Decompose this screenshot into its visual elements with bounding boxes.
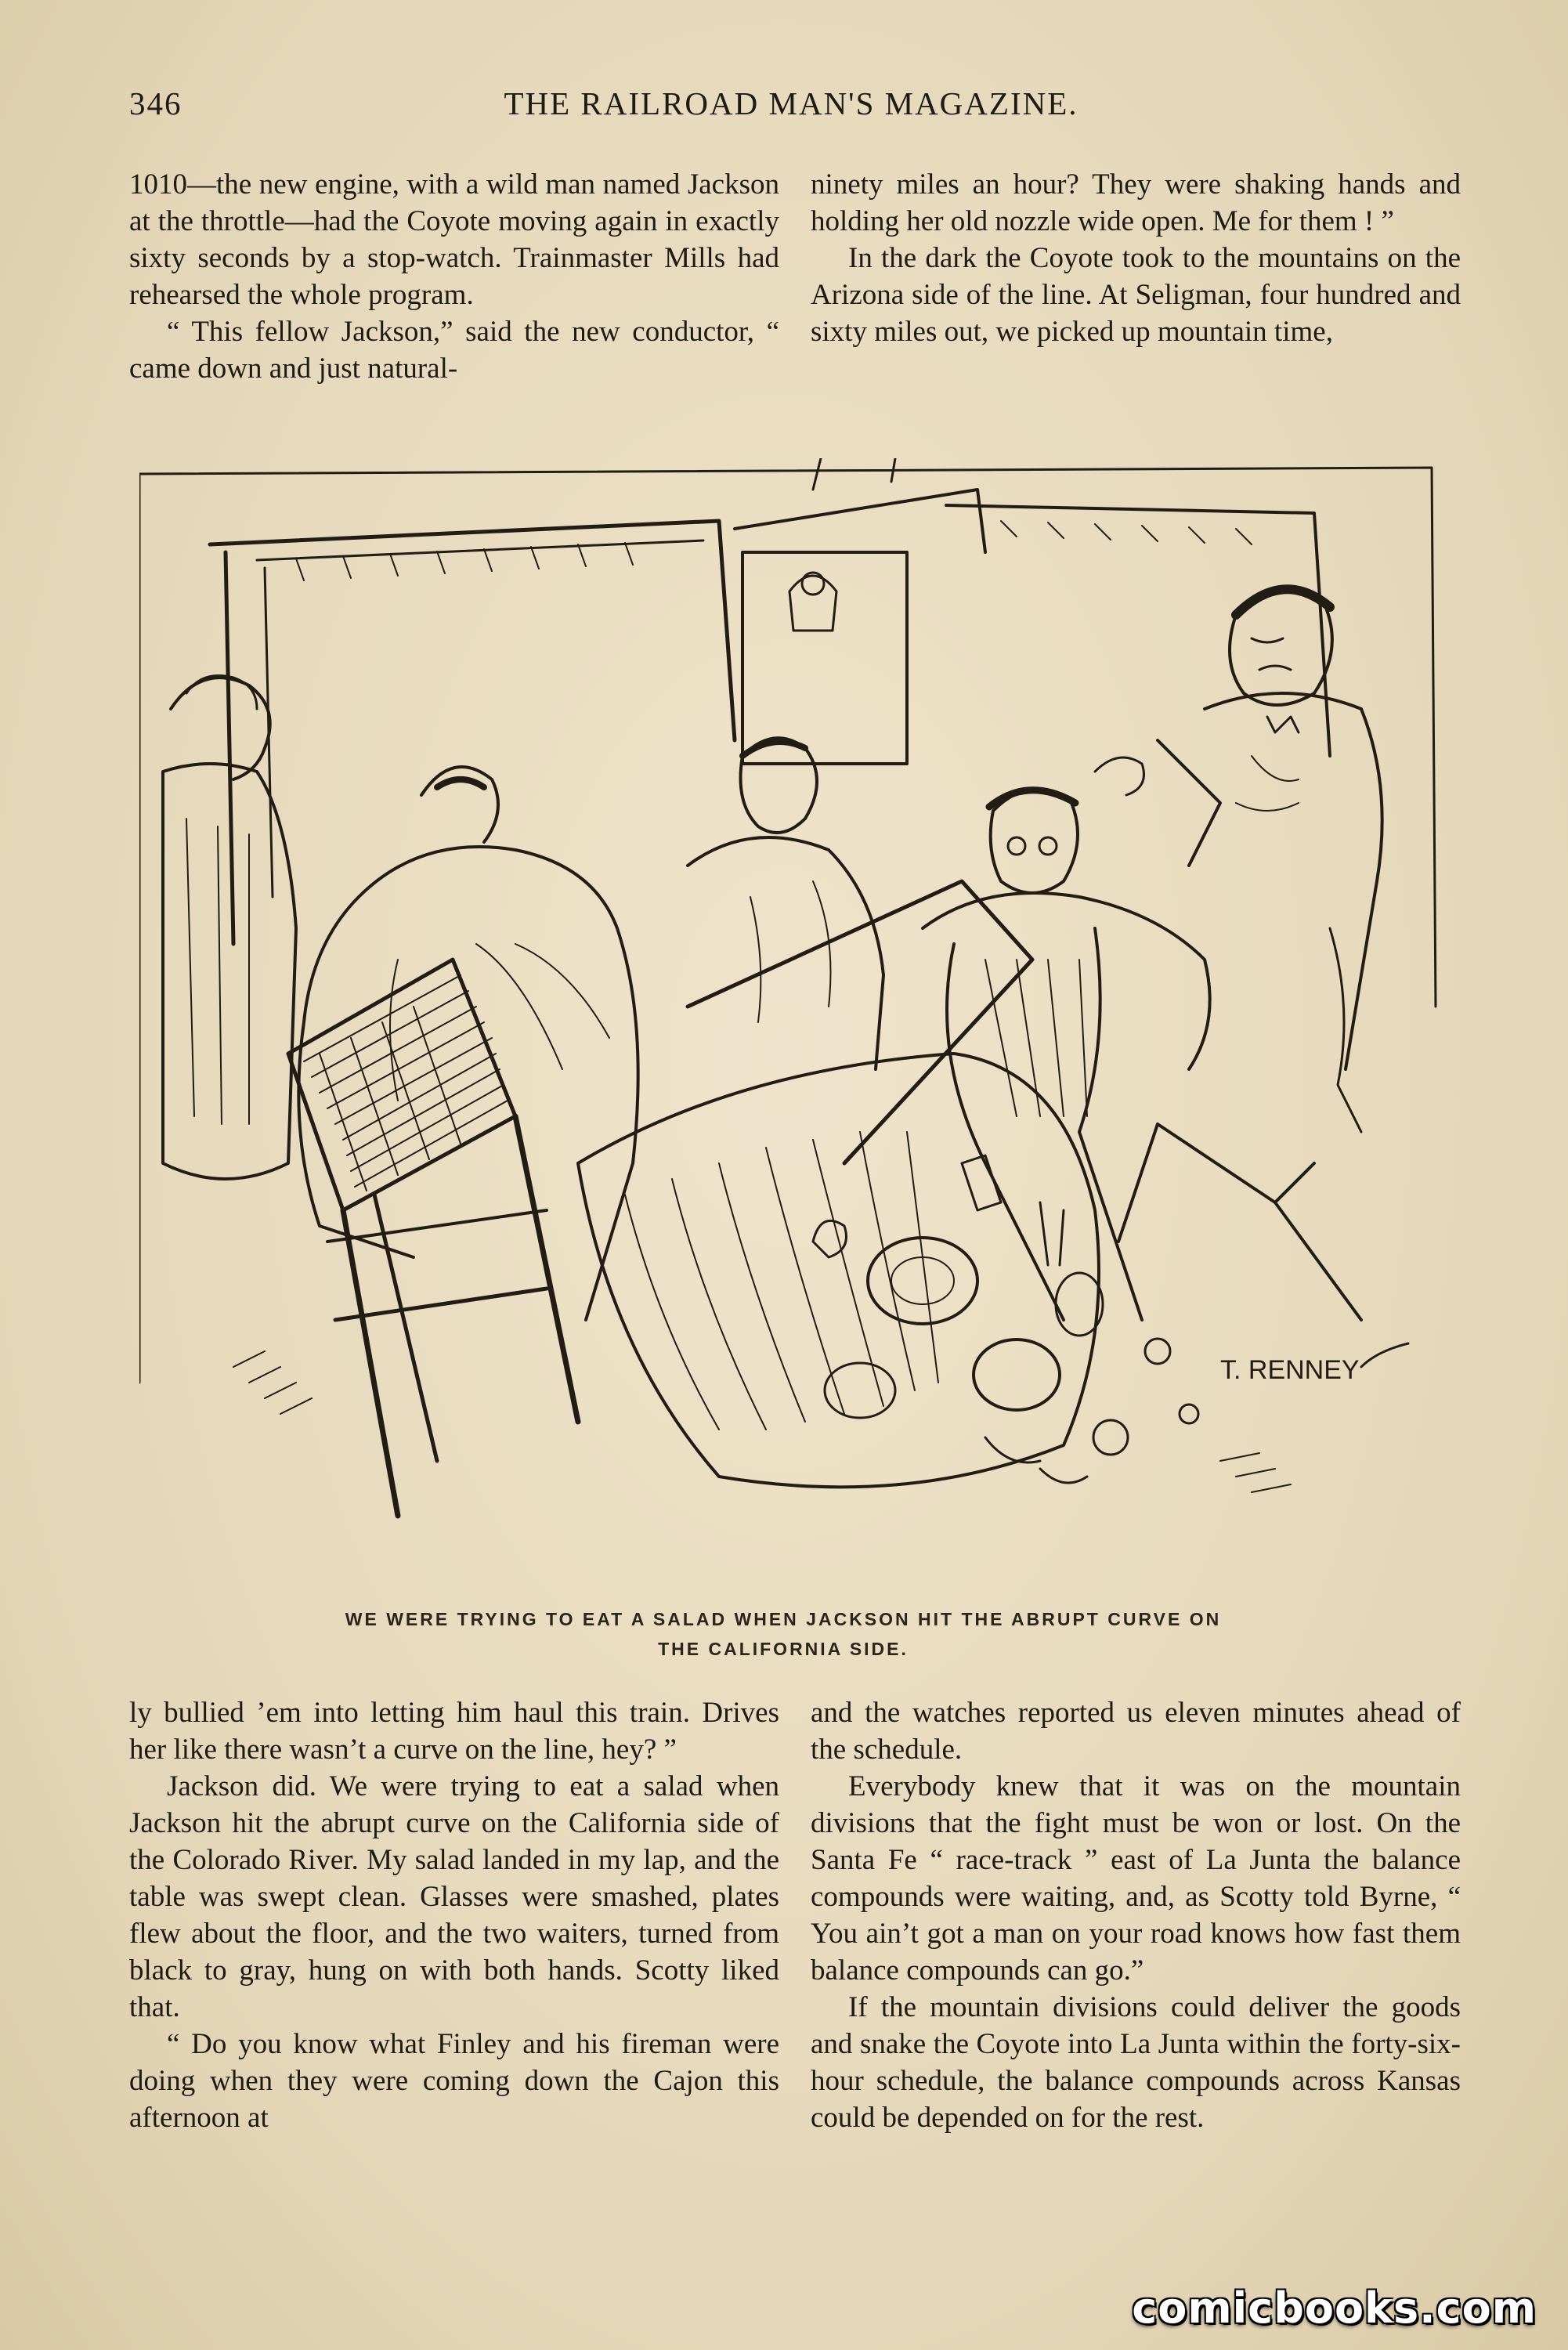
magazine-title: THE RAILROAD MAN'S MAGAZINE. <box>504 85 1078 121</box>
text-column-top-left <box>129 166 779 387</box>
text-column-bottom-right <box>811 1694 1461 2136</box>
caption-line-1: WE WERE TRYING TO EAT A SALAD WHEN JACKSON HIT THE ABRUPT CURVE ON <box>345 1609 1222 1629</box>
site-watermark: comicbooks.com <box>1132 2283 1537 2333</box>
paragraph: and the watches reported us eleven minutes ahead of the schedule. <box>811 1697 1461 1766</box>
paragraph: ly bullied ’em into letting him haul this train. Drives her like there wasn’t a curve on the line, hey? ” <box>129 1697 779 1766</box>
paragraph: If the mountain divisions could deliver the goods and snake the Coyote into La Junta within the forty-six-hour schedule, the balance compounds across Kansas could be depended on for the rest. <box>811 1991 1461 2134</box>
paragraph: In the dark the Coyote took to the mountains on the Arizona side of the line. At Seligman, four hundred and sixty miles out, we picked up mountain time, <box>811 242 1461 348</box>
artist-signature: T. RENNEY <box>1220 1355 1360 1385</box>
text-column-top-right <box>811 166 1461 350</box>
paragraph: Jackson did. We were trying to eat a salad when Jackson hit the abrupt curve on the California side of the Colorado River. My salad landed in my lap, and the table was swept clean. Glasses were smashed, plates flew about the floor, and the two waiters, turned from black to gray, hung on with both hands. Scotty liked that. <box>129 1770 779 2023</box>
paragraph: “ Do you know what Finley and his fireman were doing when they were coming down the Cajon this afternoon at <box>129 2028 779 2134</box>
caption-line-2: THE CALIFORNIA SIDE. <box>658 1639 909 1659</box>
paragraph: “ This fellow Jackson,” said the new conductor, “ came down and just natural- <box>129 316 779 385</box>
paragraph: Everybody knew that it was on the mountain divisions that the fight must be won or lost. On the Santa Fe “ race-track ” east of La Junta the balance compounds were waiting, and, as Scotty told Byrne, “ You ain’t got a man on your road knows how fast them balance compounds can go.” <box>811 1770 1461 1987</box>
paragraph: ninety miles an hour? They were shaking hands and holding her old nozzle wide open. Me for them ! ” <box>811 168 1461 237</box>
dining-car-illustration <box>139 458 1449 1590</box>
text-column-bottom-left <box>129 1694 779 2136</box>
page-header <box>129 85 1453 132</box>
illustration-caption <box>188 1604 1378 1664</box>
page-number: 346 <box>129 85 182 121</box>
paragraph: 1010—the new engine, with a wild man named Jackson at the throttle—had the Coyote moving again in exactly sixty seconds by a stop-watch. Trainmaster Mills had rehearsed the whole program. <box>129 168 779 311</box>
